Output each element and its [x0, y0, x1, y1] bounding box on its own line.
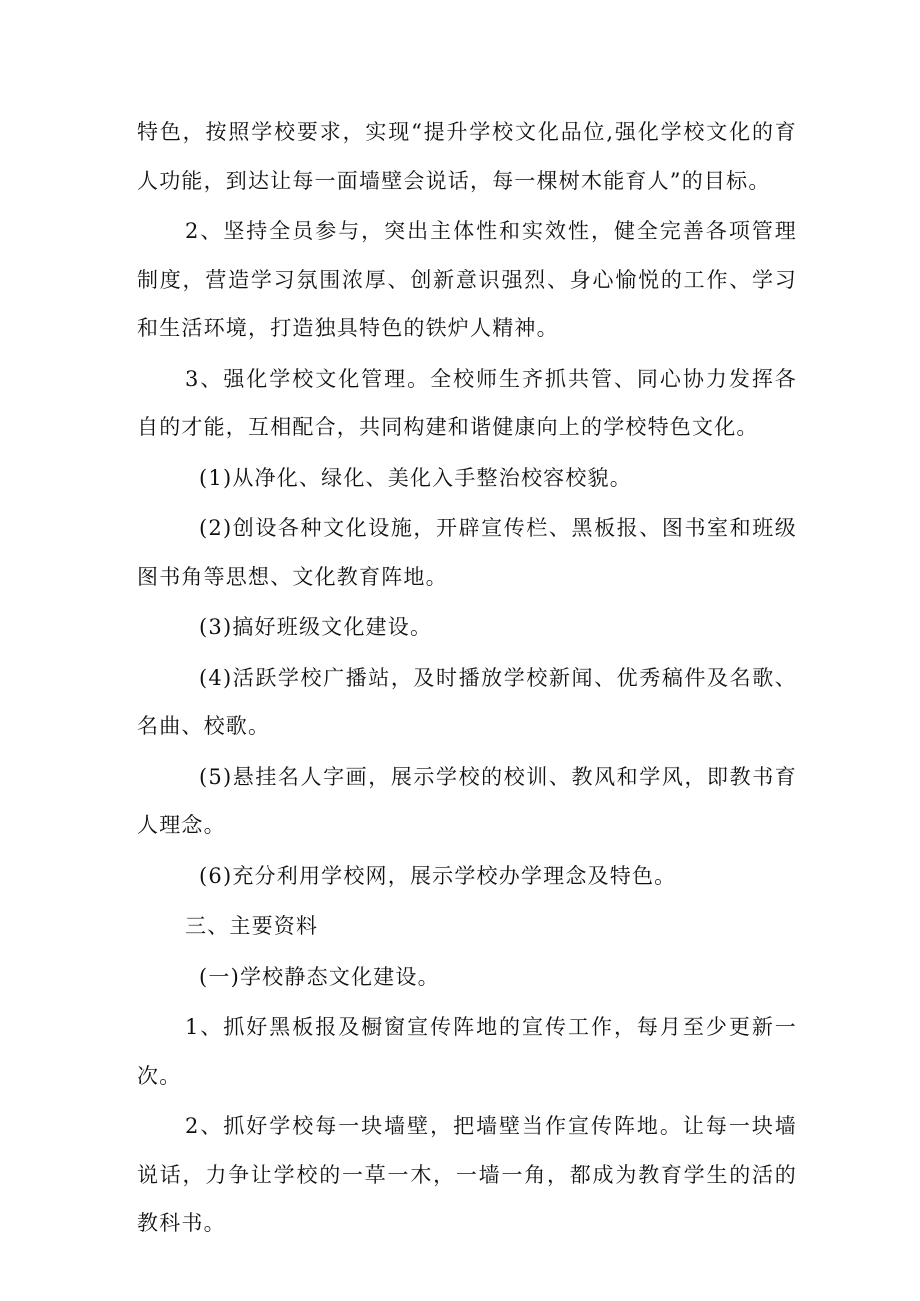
- paragraph-item-3: 3、强化学校文化管理。全校师生齐抓共管、同心协力发挥各自的才能，互相配合，共同构建和谐健康向上的学校特色文化。: [137, 366, 797, 439]
- paragraph-continuation: 特色，按照学校要求，实现“提升学校文化品位,强化学校文化的育人功能，到达让每一面墙壁会说话，每一棵树木能育人”的目标。: [137, 120, 797, 193]
- paragraph-subitem-1: (1)从净化、绿化、美化入手整治校容校貌。: [199, 465, 632, 490]
- paragraph-item-2: 2、坚持全员参与，突出主体性和实效性，健全完善各项管理制度，营造学习氛围浓厚、创新意识强烈、身心愉悦的工作、学习和生活环境，打造独具特色的铁炉人精神。: [137, 219, 797, 340]
- paragraph-subitem-3: (3)搞好班级文化建设。: [199, 615, 433, 639]
- paragraph-subitem-4: (4)活跃学校广播站，及时播放学校新闻、优秀稿件及名歌、名曲、校歌。: [137, 665, 797, 738]
- section-heading: 三、主要资料: [185, 914, 319, 938]
- paragraph-subitem-5: (5)悬挂名人字画，展示学校的校训、教风和学风，即教书育人理念。: [137, 764, 797, 837]
- subsection-heading: (一)学校静态文化建设。: [199, 964, 440, 989]
- paragraph-task-2: 2、抓好学校每一块墙壁，把墙壁当作宣传阵地。让每一块墙说话，力争让学校的一草一木，一墙一角，都成为教育学生的活的教科书。: [137, 1114, 797, 1235]
- document-body: [137, 108, 797, 1248]
- paragraph-task-1: 1、抓好黑板报及橱窗宣传阵地的宣传工作，每月至少更新一次。: [137, 1015, 797, 1088]
- paragraph-subitem-2: (2)创设各种文化设施，开辟宣传栏、黑板报、图书室和班级图书角等思想、文化教育阵地。: [137, 516, 797, 589]
- paragraph-subitem-6: (6)充分利用学校网，展示学校办学理念及特色。: [199, 863, 677, 888]
